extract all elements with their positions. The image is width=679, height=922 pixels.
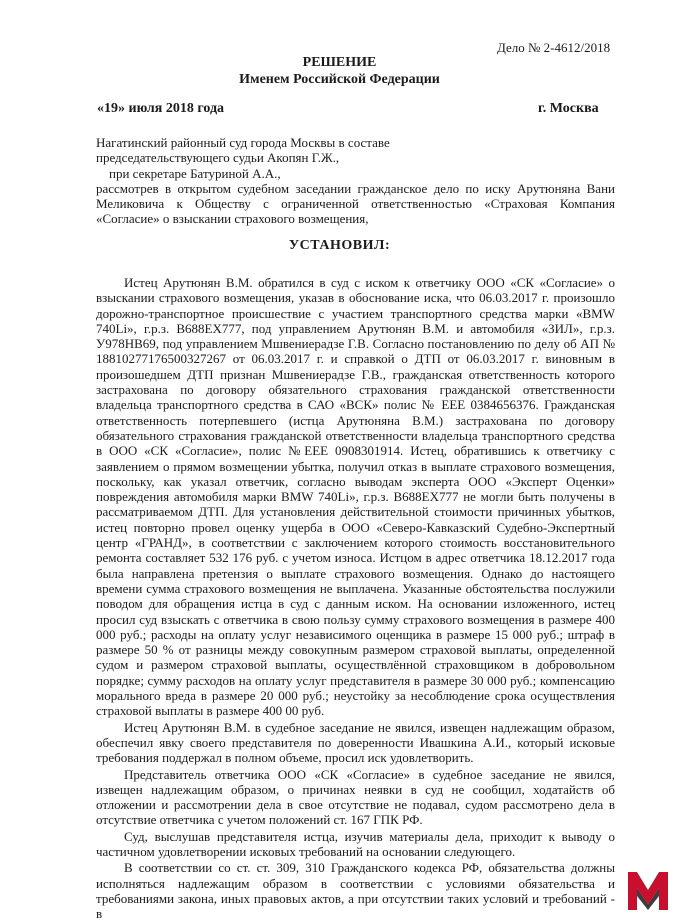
body-paragraph: В соответствии со ст. ст. 309, 310 Гражданского кодекса РФ, обязательства должны исполняться надлежащим образом в соответствии с условиями обязательства и требованиями закона, иных правовых актов, а при отсутствии таких условий и требований - в <box>96 860 615 922</box>
intro-line: Нагатинский районный суд города Москвы в составе <box>96 135 390 150</box>
decision-body <box>96 275 615 922</box>
intro-line: при секретаре Батуриной А.А., <box>109 165 281 181</box>
intro-block <box>96 135 615 227</box>
intro-line: председательствующего судьи Акопян Г.Ж., <box>96 150 340 166</box>
body-paragraph: Представитель ответчика ООО «СК «Согласие» в судебное заседание не явился, извещен надлежащим образом, о причинах неявки в суд не сообщил, ходатайств об отложении и рассмотрении дела в свое отсутствие не подавал, судом рассмотрено дела в отсутствие ответчика с учетом положений ст. 167 ГПК РФ. <box>96 766 615 828</box>
section-heading: УСТАНОВИЛ: <box>288 238 391 253</box>
decision-date: «19» июля 2018 года <box>97 101 225 116</box>
document-subtitle: Именем Российской Федерации <box>239 72 440 87</box>
case-number: Дело № 2-4612/2018 <box>497 40 611 55</box>
document-title: РЕШЕНИЕ <box>302 55 377 70</box>
m-logo-icon <box>624 866 672 914</box>
body-paragraph: Суд, выслушав представителя истца, изучив материалы дела, приходит к выводу о частичном удовлетворении исковых требований на основании следующего. <box>96 828 615 859</box>
body-paragraph: Истец Арутюнян В.М. обратился в суд с иском к ответчику ООО «СК «Согласие» о взыскании страхового возмещения, указав в обоснование иска, что 06.03.2017 г. произошло дорожно-транспортное происшествие с участием транспортного средства марки «BMW 740Li», г.р.з. В688ЕХ777, под управлением Арутюнян В.М. и автомобиля «ЗИЛ», г.р.з. У978НВ69, под управлением Мшвениерадзе Г.В. Согласно постановлению по делу об АП № 18810277176500327267 от 06.03.2017 г. и справкой о ДТП от 06.03.2017 г. виновным в произошедшем ДТП признан Мшвениерадзе Г.В., гражданская ответственность которого застрахована по договору обязательного страхования гражданской ответственности владельца транспортного средства в САО «ВСК» полис № ЕЕЕ 0384656376. Гражданская ответственность потерпевшего (истца Арутюняна В.М.) застрахована по договору обязательного страхования гражданской ответственности владельца транспортного средства в ООО «СК «Согласие», полис №ЕЕЕ 0908301914. Истец, обратившись к ответчику с заявлением о прямом возмещении убытка, получил отказ в выплате страхового возмещения, поскольку, как указал ответчик, согласно выводам эксперта ООО «Эксперт Оценки» повреждения автомобиля марки BMW 740Li», г.р.з. В688ЕХ777 не могли быть получены в рассматриваемом ДТП. Для установления действительной стоимости причинных убытков, истец повторно провел оценку ущерба в ООО «Северо-Кавказский Судебно-Экспертный центр «ГРАНД», в соответствии с заключением которого стоимость восстановительного ремонта составляет 532 176 руб. с учетом износа. Истцом в адрес ответчика 18.12.2017 года была направлена претензия о выплате страхового возмещения. Однако до настоящего времени сумма страхового возмещения не выплачена. Указанные обстоятельства послужили поводом для обращения истца в суд с данным иском. На основании изложенного, истец просил суд взыскать с ответчика в свою пользу сумму страхового возмещения в размере 400 000 руб.; расходы на оплату услуг независимого оценщика в размере 15 000 руб.; штраф в размере 50 % от разницы между совокупным размером страховой выплаты, определенной судом и размером страховой выплаты, осуществлённой страховщиком в добровольном порядке; сумму расходов на оплату услуг представителя в размере 30 000 руб.; компенсацию морального вреда в размере 20 000 руб.; неустойку за несоблюдение срока осуществления страховой выплаты в размере 400 00 руб. <box>96 275 615 719</box>
intro-line: рассмотрев в открытом судебном заседании гражданское дело по иску Арутюняна Вани Меликовича к Обществу с ограниченной ответственностью «Страховая Компания «Согласие» о взыскании страхового возмещения, <box>96 180 615 227</box>
decision-city: г. Москва <box>538 101 599 116</box>
body-paragraph: Истец Арутюнян В.М. в судебное заседание не явился, извещен надлежащим образом, обеспечил явку своего представителя по доверенности Ивашкина А.И., который исковые требования поддержал в полном объеме, просил иск удовлетворить. <box>96 719 615 766</box>
